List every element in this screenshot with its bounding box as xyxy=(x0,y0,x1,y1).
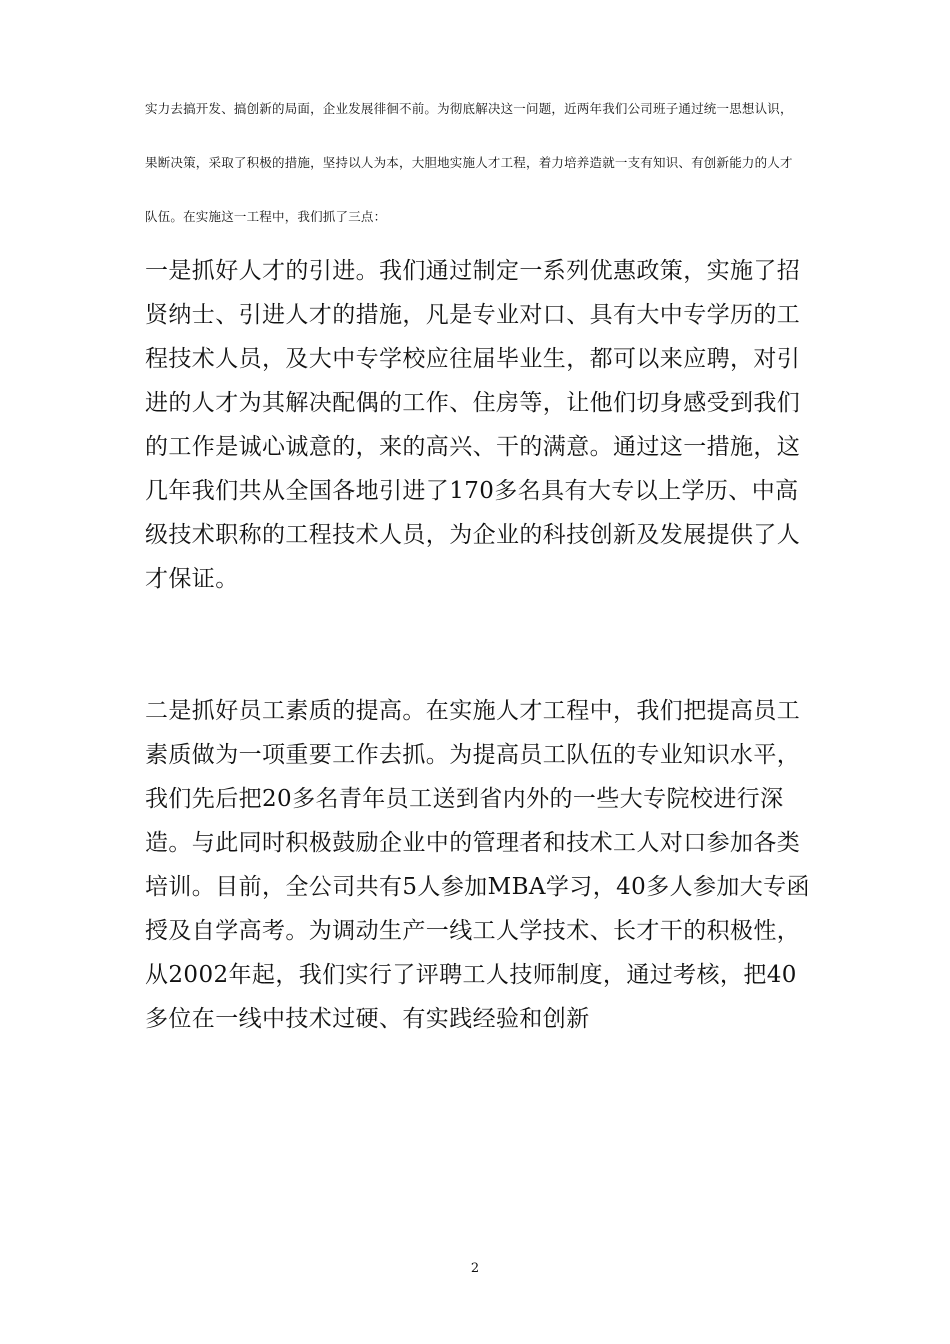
paragraph-line: 级技术职称的工程技术人员，为企业的科技创新及发展提供了人 xyxy=(145,522,801,548)
paragraph-line: 多位在一线中技术过硬、有实践经验和创新 xyxy=(145,1006,590,1032)
intro-paragraph xyxy=(145,82,805,244)
page-number: 2 xyxy=(470,1261,480,1276)
paragraph-line: 从2002年起，我们实行了评聘工人技师制度，通过考核，把40 xyxy=(145,962,797,988)
paragraph-line: 一是抓好人才的引进。我们通过制定一系列优惠政策，实施了招 xyxy=(145,258,801,284)
paragraph-line: 的工作是诚心诚意的，来的高兴、干的满意。通过这一措施，这 xyxy=(145,434,801,460)
paragraph-line: 素质做为一项重要工作去抓。为提高员工队伍的专业知识水平， xyxy=(145,742,801,768)
paragraph-staff-quality xyxy=(145,689,810,1041)
intro-line: 果断决策，采取了积极的措施，坚持以人为本，大胆地实施人才工程，着力培养造就一支有知识、有创新能力的人才 xyxy=(145,155,793,170)
intro-line: 队伍。在实施这一工程中，我们抓了三点： xyxy=(145,209,387,224)
paragraph-line: 贤纳士、引进人才的措施，凡是专业对口、具有大中专学历的工 xyxy=(145,302,801,328)
paragraph-line: 造。与此同时积极鼓励企业中的管理者和技术工人对口参加各类 xyxy=(145,830,801,856)
paragraph-line: 授及自学高考。为调动生产一线工人学技术、长才干的积极性， xyxy=(145,918,801,944)
paragraph-line: 程技术人员，及大中专学校应往届毕业生，都可以来应聘，对引 xyxy=(145,346,801,372)
paragraph-line: 几年我们共从全国各地引进了170多名具有大专以上学历、中高 xyxy=(145,478,799,504)
paragraph-line: 才保证。 xyxy=(145,566,239,592)
paragraph-line: 培训。目前，全公司共有5人参加MBA学习，40多人参加大专函 xyxy=(145,874,810,900)
paragraph-line: 二是抓好员工素质的提高。在实施人才工程中，我们把提高员工 xyxy=(145,698,801,724)
intro-line: 实力去搞开发、搞创新的局面，企业发展徘徊不前。为彻底解决这一问题，近两年我们公司班子通过统一思想认识， xyxy=(145,101,793,116)
paragraph-line: 我们先后把20多名青年员工送到省内外的一些大专院校进行深 xyxy=(145,786,784,812)
paragraph-talent-introduction xyxy=(145,249,810,601)
paragraph-line: 进的人才为其解决配偶的工作、住房等，让他们切身感受到我们 xyxy=(145,390,801,416)
